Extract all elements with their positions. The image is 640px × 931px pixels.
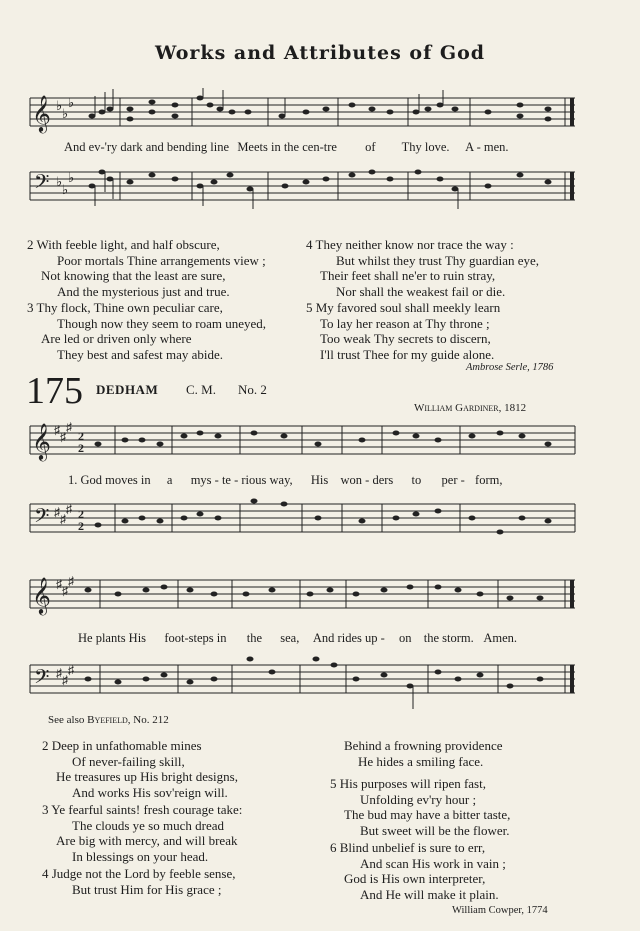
top-hymn-lyric-line <box>64 140 584 155</box>
top-hymn-treble-staff <box>0 88 640 148</box>
verse-line: But sweet will be the flower. <box>360 822 510 838</box>
system2-bass-staff <box>0 645 640 715</box>
svg-text:𝄢: 𝄢 <box>34 504 50 532</box>
lyric-segment: 1. God moves in <box>68 473 151 487</box>
verse-line: Are big with mercy, and will break <box>56 833 238 848</box>
verse-line: Thy flock, Thine own peculiar care, <box>36 300 223 315</box>
verse-4 <box>42 866 236 897</box>
lyric-segment: a <box>166 473 173 487</box>
svg-text:♭: ♭ <box>68 95 75 110</box>
verse-line: My favored soul shall meekly learn <box>315 300 501 315</box>
svg-text:♯: ♯ <box>60 512 66 526</box>
lyric-segment: the <box>246 631 262 645</box>
lyric-segment: to <box>411 473 422 487</box>
svg-text:♭: ♭ <box>62 182 69 197</box>
svg-text:♯: ♯ <box>56 577 62 591</box>
lyric-segment: Thy love. <box>401 140 450 154</box>
verse-line: Behind a frowning providence <box>344 738 503 753</box>
hymn-number: 175 <box>26 370 83 412</box>
verse-line: The bud may have a bitter taste, <box>344 807 511 822</box>
verse-line: And works His sov'reign will. <box>72 784 228 800</box>
svg-text:♯: ♯ <box>60 430 66 444</box>
verse-3 <box>42 802 242 864</box>
system2-lyrics <box>78 631 578 646</box>
svg-text:𝄞: 𝄞 <box>32 94 51 132</box>
verse-line: Blind unbelief is sure to err, <box>339 840 486 855</box>
verse-line: Judge not the Lord by feeble sense, <box>51 866 236 881</box>
top-verse-3 <box>27 300 266 362</box>
verse-number: 2 <box>42 738 49 753</box>
verse-line: I'll trust Thee for my guide alone. <box>320 346 495 362</box>
lyric-segment: He plants His <box>78 631 147 645</box>
lyric-segment: form, <box>475 473 503 487</box>
tune-name: DEDHAM <box>96 382 159 397</box>
verse-line: But trust Him for His grace ; <box>72 881 222 897</box>
lyric-segment: And rides up - <box>312 631 385 645</box>
verse-line: Nor shall the weakest fail or die. <box>336 283 506 299</box>
system1-lyrics <box>68 473 578 488</box>
lyric-segment: of <box>365 140 376 154</box>
page-heading: Works and Attributes of God <box>154 42 486 64</box>
verse-line: They neither know nor trace the way : <box>315 237 514 252</box>
lyric-segment: His <box>310 473 329 487</box>
verse-line: Deep in unfathomable mines <box>51 738 202 753</box>
svg-text:♯: ♯ <box>56 666 62 680</box>
verse-line: He hides a smiling face. <box>358 753 484 769</box>
verse-line: To lay her reason at Thy throne ; <box>320 315 490 331</box>
svg-text:𝄞: 𝄞 <box>32 576 51 614</box>
see-also-number: , No. 212 <box>127 714 169 726</box>
verse-line: With feeble light, and half obscure, <box>36 237 220 252</box>
svg-text:♭: ♭ <box>56 174 63 189</box>
see-also-prefix: See also <box>48 714 85 726</box>
lyric-segment: Meets in the cen-tre <box>237 140 337 154</box>
system1-bass-staff <box>0 490 640 552</box>
verse-number: 4 <box>306 237 313 252</box>
verse-number: 4 <box>42 866 49 881</box>
see-also-note <box>48 714 169 726</box>
svg-text:♯: ♯ <box>66 420 72 434</box>
verse-line: And He will make it plain. <box>360 886 499 902</box>
svg-text:♯: ♯ <box>54 505 60 519</box>
lyric-segment: won - ders <box>340 473 394 487</box>
meter: C. M. <box>186 382 216 397</box>
composer: William Gardiner, 1812 <box>414 402 527 414</box>
svg-text:♯: ♯ <box>68 574 74 588</box>
svg-text:♯: ♯ <box>68 663 74 677</box>
svg-text:2: 2 <box>78 429 84 443</box>
svg-text:♭: ♭ <box>68 170 75 185</box>
lyric-segment: Amen. <box>483 631 518 645</box>
verse-number: 2 <box>27 237 34 252</box>
svg-text:𝄢: 𝄢 <box>34 665 50 693</box>
top-verse-2 <box>27 237 266 299</box>
verse-line: Ye fearful saints! fresh courage take: <box>51 802 243 817</box>
svg-text:2: 2 <box>78 507 84 521</box>
hymn-author: William Cowper, 1774 <box>452 905 548 916</box>
verse-number: 3 <box>27 300 34 315</box>
verse-4-continued <box>344 738 502 769</box>
verse-line: Not knowing that the least are sure, <box>41 268 226 283</box>
top-hymn-author: Ambrose Serle, 1786 <box>466 362 554 373</box>
system1-treble-staff <box>0 414 640 476</box>
verse-6 <box>330 840 506 902</box>
svg-text:♭: ♭ <box>56 98 63 113</box>
verse-line: Poor mortals Thine arrangements view ; <box>57 252 266 268</box>
verse-line: And the mysterious just and true. <box>57 283 230 299</box>
verse-line: Too weak Thy secrets to discern, <box>320 331 491 346</box>
verse-line: God is His own interpreter, <box>344 871 486 886</box>
tune-number: No. 2 <box>238 382 267 397</box>
top-hymn-bass-staff <box>0 158 640 220</box>
verse-line: Their feet shall ne'er to ruin stray, <box>320 268 496 283</box>
verse-line: But whilst they trust Thy guardian eye, <box>336 252 540 268</box>
verse-line: Unfolding ev'ry hour ; <box>360 791 477 807</box>
lyric-segment: sea, <box>280 631 300 645</box>
lyric-segment: A - men. <box>465 140 509 154</box>
svg-text:2: 2 <box>78 441 84 455</box>
top-verse-4 <box>306 237 539 299</box>
svg-text:𝄢: 𝄢 <box>34 170 50 198</box>
verse-line: Though now they seem to roam uneyed, <box>57 315 267 331</box>
verse-line: In blessings on your head. <box>72 848 209 864</box>
verse-2 <box>42 738 238 800</box>
lyric-segment: per - <box>441 473 465 487</box>
svg-text:♯: ♯ <box>62 673 68 687</box>
verse-line: And scan His work in vain ; <box>360 855 506 871</box>
system2-treble-staff <box>0 568 640 630</box>
verse-number: 6 <box>330 840 337 855</box>
lyric-segment: the storm. <box>423 631 474 645</box>
verse-line: They best and safest may abide. <box>57 346 224 362</box>
lyric-segment: foot-steps in <box>164 631 227 645</box>
verse-line: His purposes will ripen fast, <box>339 776 486 791</box>
svg-text:♭: ♭ <box>62 106 69 121</box>
verse-line: The clouds ye so much dread <box>72 817 224 833</box>
svg-text:♯: ♯ <box>66 502 72 516</box>
svg-text:𝄞: 𝄞 <box>32 422 51 460</box>
verse-number: 3 <box>42 802 49 817</box>
verse-number: 5 <box>330 776 337 791</box>
verse-line: Are led or driven only where <box>41 331 192 346</box>
lyric-segment: And ev-'ry dark and bending line <box>64 140 230 154</box>
svg-text:♯: ♯ <box>62 584 68 598</box>
see-also-tune[interactable]: Byefield <box>87 714 128 726</box>
verse-number: 5 <box>306 300 313 315</box>
svg-text:2: 2 <box>78 519 84 533</box>
verse-5 <box>330 776 510 838</box>
verse-line: Of never-failing skill, <box>72 753 185 769</box>
verse-line: He treasures up His bright designs, <box>56 769 238 784</box>
lyric-segment: mys - te - rious way, <box>190 473 293 487</box>
lyric-segment: on <box>399 631 412 645</box>
top-verse-5 <box>306 300 500 362</box>
svg-text:♯: ♯ <box>54 423 60 437</box>
